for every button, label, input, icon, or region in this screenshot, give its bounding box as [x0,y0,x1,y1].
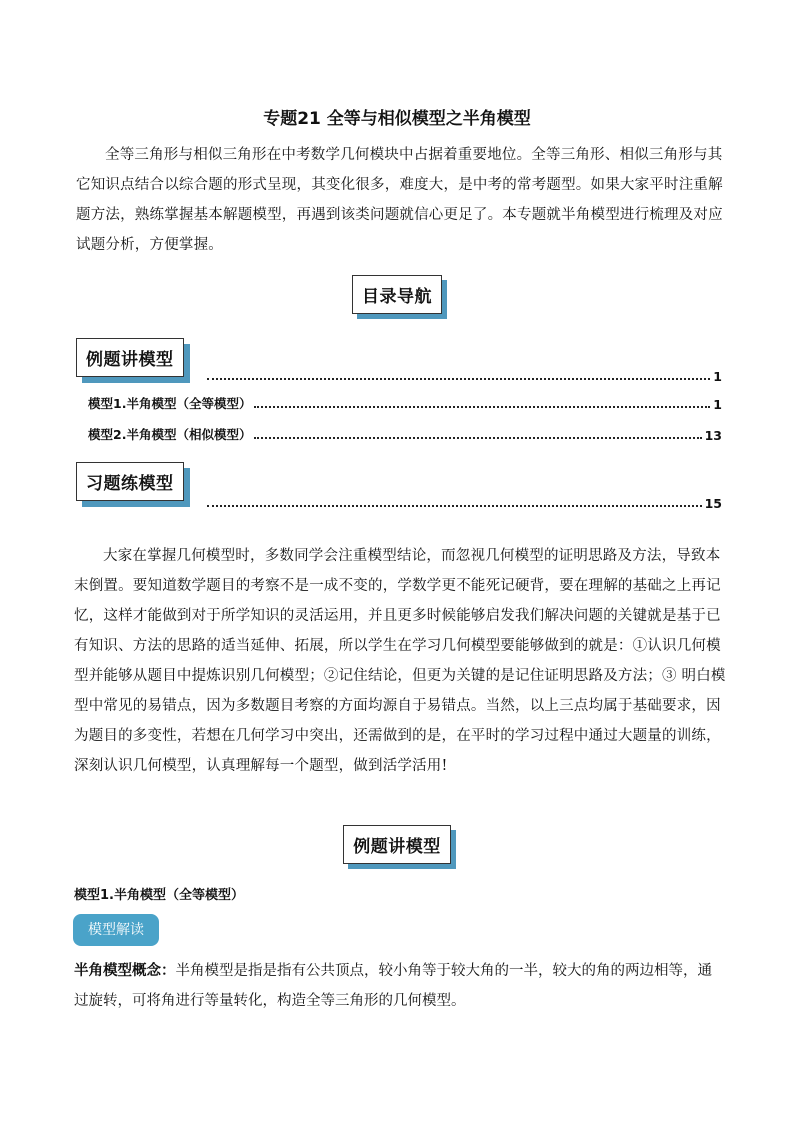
toc-heading-wrap [0,275,794,314]
toc-section1-label: 例题讲模型 [76,338,184,377]
model-heading: 模型1.半角模型（全等模型） [74,888,244,903]
intro-paragraph: 全等三角形与相似三角形在中考数学几何模块中占据着重要地位。全等三角形、相似三角形与其它知识点结合以综合题的形式呈现，其变化很多，难度大，是中考的常考题型。如果大家平时注重解题方法，熟练掌握基本解题模型，再遇到该类问题就信心更足了。本专题就半角模型进行梳理及对应试题分析，方便掌握。 [76,147,723,253]
toc-section2-wrap [76,462,184,501]
toc-leader-dots [207,505,702,507]
toc-item-label: 模型1.半角模型（全等模型） [88,396,252,411]
toc-item-page: 1 [713,397,722,412]
section-heading: 例题讲模型 [343,825,451,864]
toc-heading: 目录导航 [352,275,442,314]
toc-item-model2[interactable] [88,425,722,443]
toc-item-label: 模型2.半角模型（相似模型） [88,427,252,442]
document-title: 专题21 全等与相似模型之半角模型 [263,109,531,129]
toc-section2-line[interactable] [204,496,722,511]
toc-leader-dots [207,378,710,380]
concept-text: 半角模型是指是指有公共顶点，较小角等于较大角的一半，较大的角的两边相等，通过旋转，可将角进行等量转化，构造全等三角形的几何模型。 [74,963,712,1009]
toc-section1-line[interactable] [204,369,722,384]
toc-item-page: 13 [704,428,722,443]
toc-section1-page: 1 [713,369,722,384]
toc-leader-dots [254,437,701,439]
toc-section1-wrap [76,338,184,377]
toc-section2-label: 习题练模型 [76,462,184,501]
concept-term: 半角模型概念： [74,963,176,979]
toc-item-model1[interactable] [88,394,722,412]
body-paragraph: 大家在掌握几何模型时，多数同学会注重模型结论，而忽视几何模型的证明思路及方法，导致本末倒置。要知道数学题目的考察不是一成不变的，学数学更不能死记硬背，要在理解的基础之上再记忆，这样才能做到对于所学知识的灵活运用，并且更多时候能够启发我们解决问题的关键就是基于已有知识、方法的思路的适当延伸、拓展，所以学生在学习几何模型要能够做到的就是：①认识几何模型并能够从题目中提炼识别几何模型；②记住结论，但更为关键的是记住证明思路及方法；③ 明白模型中常见的易错点，因为多数题目考察的方面均源自于易错点。当然，以上三点均属于基础要求，因为题目的多变性，若想在几何学习中突出，还需做到的是，在平时的学习过程中通过大题量的训练，深刻认识几何模型，认真理解每一个题型，做到活学活用! [74,548,726,774]
toc-leader-dots [254,406,710,408]
model-reading-badge: 模型解读 [73,914,159,946]
concept-paragraph [74,956,726,1016]
toc-section2-page: 15 [704,496,722,511]
section-heading-wrap [0,825,794,864]
